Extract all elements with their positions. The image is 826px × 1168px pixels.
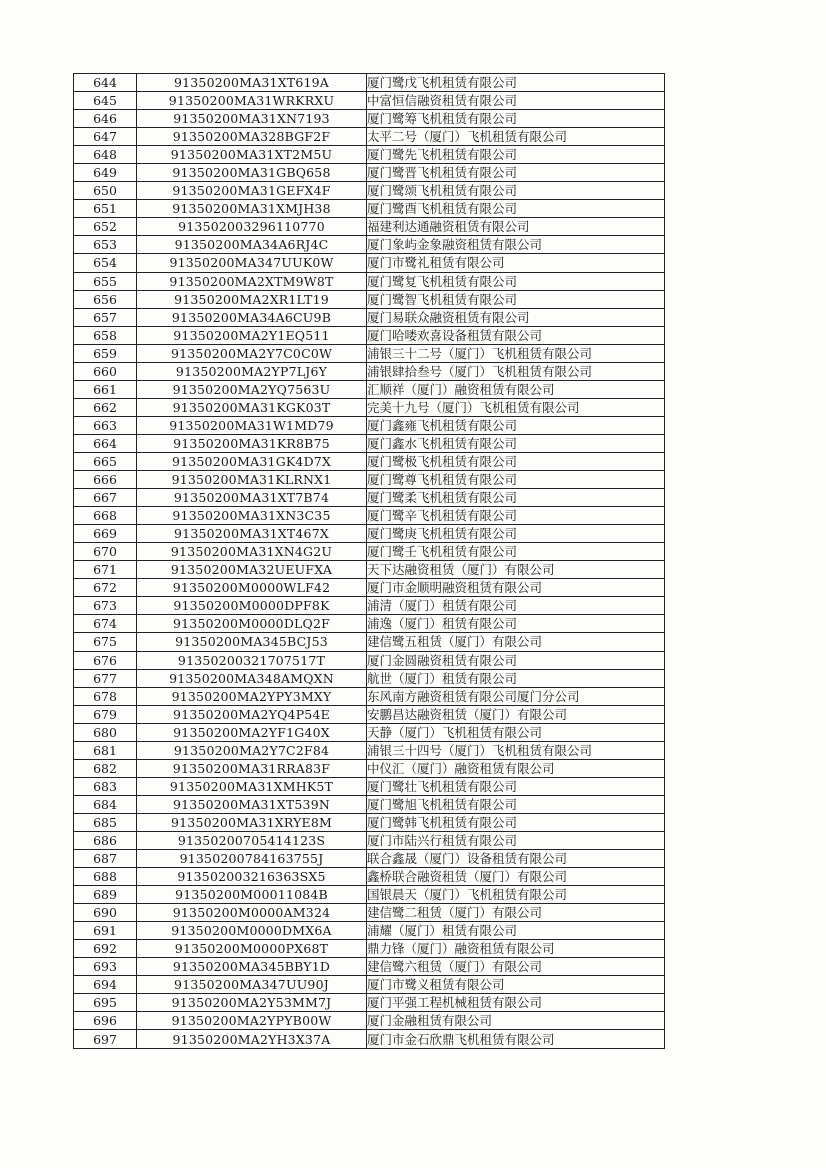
row-number: 673 <box>74 597 137 615</box>
table-row <box>74 308 665 326</box>
row-number: 659 <box>74 344 137 362</box>
row-number: 662 <box>74 398 137 416</box>
row-number: 671 <box>74 561 137 579</box>
company-name: 国银晨天（厦门）飞机租赁有限公司 <box>367 886 665 904</box>
credit-code: 91350200MA2Y7C2F84 <box>137 741 367 759</box>
credit-code: 91350200MA348AMQXN <box>137 669 367 687</box>
row-number: 687 <box>74 850 137 868</box>
table-row <box>74 92 665 110</box>
row-number: 645 <box>74 92 137 110</box>
company-registry-table <box>73 73 665 1049</box>
company-name: 厦门市鹭义租赁有限公司 <box>367 976 665 994</box>
company-name: 厦门鹭晋飞机租赁有限公司 <box>367 164 665 182</box>
credit-code: 91350200MA31KR8B75 <box>137 434 367 452</box>
row-number: 650 <box>74 182 137 200</box>
credit-code: 91350200MA31XT619A <box>137 74 367 92</box>
company-name: 厦门鹭韩飞机租赁有限公司 <box>367 813 665 831</box>
company-name: 浦银肆拾叁号（厦门）飞机租赁有限公司 <box>367 362 665 380</box>
table-row <box>74 958 665 976</box>
table-row <box>74 687 665 705</box>
row-number: 664 <box>74 434 137 452</box>
row-number: 656 <box>74 290 137 308</box>
company-name: 鼎力锋（厦门）融资租赁有限公司 <box>367 940 665 958</box>
credit-code: 91350200MA2YQ4P54E <box>137 705 367 723</box>
company-name: 汇顺祥（厦门）融资租赁有限公司 <box>367 380 665 398</box>
row-number: 681 <box>74 741 137 759</box>
credit-code: 91350200MA31XT467X <box>137 525 367 543</box>
credit-code: 91350200MA2Y1EQ511 <box>137 326 367 344</box>
table-row <box>74 994 665 1012</box>
row-number: 653 <box>74 236 137 254</box>
table-row <box>74 633 665 651</box>
table-row <box>74 398 665 416</box>
credit-code: 91350200MA31WRKRXU <box>137 92 367 110</box>
table-row <box>74 326 665 344</box>
table-row <box>74 362 665 380</box>
company-name: 厦门易联众融资租赁有限公司 <box>367 308 665 326</box>
row-number: 665 <box>74 452 137 470</box>
credit-code: 91350200MA2XR1LT19 <box>137 290 367 308</box>
row-number: 654 <box>74 254 137 272</box>
credit-code: 91350200MA31XN7193 <box>137 110 367 128</box>
credit-code: 91350200M00011084B <box>137 886 367 904</box>
company-name: 厦门鹭壬飞机租赁有限公司 <box>367 543 665 561</box>
credit-code: 91350200MA34A6RJ4C <box>137 236 367 254</box>
credit-code: 91350200MA2YPY3MXY <box>137 687 367 705</box>
company-name: 厦门鑫水飞机租赁有限公司 <box>367 434 665 452</box>
row-number: 648 <box>74 146 137 164</box>
row-number: 657 <box>74 308 137 326</box>
credit-code: 91350200M0000DMX6A <box>137 922 367 940</box>
table-row <box>74 886 665 904</box>
credit-code: 91350200MA347UU90J <box>137 976 367 994</box>
row-number: 676 <box>74 651 137 669</box>
company-name: 厦门鹭酉飞机租赁有限公司 <box>367 200 665 218</box>
credit-code: 91350200MA2YP7LJ6Y <box>137 362 367 380</box>
credit-code: 91350200MA2YH3X37A <box>137 1030 367 1048</box>
credit-code: 91350200MA2XTM9W8T <box>137 272 367 290</box>
company-name: 厦门鹭辛飞机租赁有限公司 <box>367 507 665 525</box>
company-name: 厦门鹭壮飞机租赁有限公司 <box>367 777 665 795</box>
company-name: 厦门金圆融资租赁有限公司 <box>367 651 665 669</box>
company-name: 厦门鹭智飞机租赁有限公司 <box>367 290 665 308</box>
credit-code: 91350200321707517T <box>137 651 367 669</box>
company-name: 浦清（厦门）租赁有限公司 <box>367 597 665 615</box>
company-name: 太平二号（厦门）飞机租赁有限公司 <box>367 128 665 146</box>
row-number: 679 <box>74 705 137 723</box>
credit-code: 91350200MA31KGK03T <box>137 398 367 416</box>
table-row <box>74 940 665 958</box>
company-name: 厦门鹭戊飞机租赁有限公司 <box>367 74 665 92</box>
credit-code: 91350200MA31XMJH38 <box>137 200 367 218</box>
company-name: 厦门哈喽欢喜设备租赁有限公司 <box>367 326 665 344</box>
credit-code: 91350200MA31GBQ658 <box>137 164 367 182</box>
company-name: 浦银三十二号（厦门）飞机租赁有限公司 <box>367 344 665 362</box>
company-name: 浦逸（厦门）租赁有限公司 <box>367 615 665 633</box>
credit-code: 91350200M0000PX68T <box>137 940 367 958</box>
company-name: 厦门平强工程机械租赁有限公司 <box>367 994 665 1012</box>
company-name: 联合鑫晟（厦门）设备租赁有限公司 <box>367 850 665 868</box>
table-row <box>74 525 665 543</box>
credit-code: 91350200M0000DPF8K <box>137 597 367 615</box>
company-name: 建信鹭六租赁（厦门）有限公司 <box>367 958 665 976</box>
row-number: 678 <box>74 687 137 705</box>
credit-code: 91350200MA31XRYE8M <box>137 813 367 831</box>
table-row <box>74 182 665 200</box>
company-name: 安鹏昌达融资租赁（厦门）有限公司 <box>367 705 665 723</box>
company-name: 厦门鹭旭飞机租赁有限公司 <box>367 795 665 813</box>
company-name: 厦门金融租赁有限公司 <box>367 1012 665 1030</box>
company-name: 中富恒信融资租赁有限公司 <box>367 92 665 110</box>
table-row <box>74 164 665 182</box>
row-number: 684 <box>74 795 137 813</box>
row-number: 661 <box>74 380 137 398</box>
credit-code: 913502003216363SX5 <box>137 868 367 886</box>
company-name: 厦门鹭先飞机租赁有限公司 <box>367 146 665 164</box>
table-row <box>74 146 665 164</box>
row-number: 695 <box>74 994 137 1012</box>
row-number: 670 <box>74 543 137 561</box>
row-number: 682 <box>74 759 137 777</box>
table-row <box>74 416 665 434</box>
row-number: 680 <box>74 723 137 741</box>
table-row <box>74 651 665 669</box>
table-row <box>74 380 665 398</box>
table-row <box>74 128 665 146</box>
table-row <box>74 561 665 579</box>
credit-code: 91350200MA2Y53MM7J <box>137 994 367 1012</box>
table-row <box>74 615 665 633</box>
table-row <box>74 831 665 849</box>
company-name: 建信鹭二租赁（厦门）有限公司 <box>367 904 665 922</box>
company-name: 厦门鹭尊飞机租赁有限公司 <box>367 471 665 489</box>
table-row <box>74 759 665 777</box>
row-number: 674 <box>74 615 137 633</box>
credit-code: 91350200M0000WLF42 <box>137 579 367 597</box>
company-name: 中仪汇（厦门）融资租赁有限公司 <box>367 759 665 777</box>
row-number: 644 <box>74 74 137 92</box>
credit-code: 91350200MA2YQ7563U <box>137 380 367 398</box>
company-name: 厦门鹭柔飞机租赁有限公司 <box>367 489 665 507</box>
credit-code: 91350200MA328BGF2F <box>137 128 367 146</box>
credit-code: 913502003296110770 <box>137 218 367 236</box>
company-name: 福建利达通融资租赁有限公司 <box>367 218 665 236</box>
company-name: 厦门鹭复飞机租赁有限公司 <box>367 272 665 290</box>
row-number: 694 <box>74 976 137 994</box>
table-row <box>74 110 665 128</box>
table-row <box>74 344 665 362</box>
row-number: 649 <box>74 164 137 182</box>
credit-code: 91350200784163755J <box>137 850 367 868</box>
credit-code: 91350200705414123S <box>137 831 367 849</box>
table-row <box>74 218 665 236</box>
company-name: 建信鹭五租赁（厦门）有限公司 <box>367 633 665 651</box>
row-number: 690 <box>74 904 137 922</box>
company-name: 厦门鑫雍飞机租赁有限公司 <box>367 416 665 434</box>
table-row <box>74 723 665 741</box>
credit-code: 91350200MA345BBY1D <box>137 958 367 976</box>
row-number: 693 <box>74 958 137 976</box>
row-number: 689 <box>74 886 137 904</box>
credit-code: 91350200M0000DLQ2F <box>137 615 367 633</box>
row-number: 692 <box>74 940 137 958</box>
row-number: 658 <box>74 326 137 344</box>
credit-code: 91350200MA31W1MD79 <box>137 416 367 434</box>
table-row <box>74 290 665 308</box>
company-name: 厦门象屿金象融资租赁有限公司 <box>367 236 665 254</box>
table-row <box>74 236 665 254</box>
credit-code: 91350200MA2Y7C0C0W <box>137 344 367 362</box>
row-number: 651 <box>74 200 137 218</box>
credit-code: 91350200MA31XT539N <box>137 795 367 813</box>
row-number: 691 <box>74 922 137 940</box>
credit-code: 91350200MA31XT2M5U <box>137 146 367 164</box>
row-number: 669 <box>74 525 137 543</box>
company-name: 鑫桥联合融资租赁（厦门）有限公司 <box>367 868 665 886</box>
row-number: 686 <box>74 831 137 849</box>
credit-code: 91350200MA347UUK0W <box>137 254 367 272</box>
company-name: 天静（厦门）飞机租赁有限公司 <box>367 723 665 741</box>
table-row <box>74 543 665 561</box>
company-name: 浦银三十四号（厦门）飞机租赁有限公司 <box>367 741 665 759</box>
company-name: 航世（厦门）租赁有限公司 <box>367 669 665 687</box>
company-name: 东风南方融资租赁有限公司厦门分公司 <box>367 687 665 705</box>
credit-code: 91350200MA32UEUFXA <box>137 561 367 579</box>
credit-code: 91350200MA31XT7B74 <box>137 489 367 507</box>
table-row <box>74 254 665 272</box>
credit-code: 91350200MA31GK4D7X <box>137 452 367 470</box>
row-number: 647 <box>74 128 137 146</box>
row-number: 655 <box>74 272 137 290</box>
row-number: 696 <box>74 1012 137 1030</box>
company-name: 厦门市鹭礼租赁有限公司 <box>367 254 665 272</box>
credit-code: 91350200MA31XMHK5T <box>137 777 367 795</box>
table-row <box>74 777 665 795</box>
table-row <box>74 597 665 615</box>
table-row <box>74 868 665 886</box>
table-row <box>74 1012 665 1030</box>
row-number: 668 <box>74 507 137 525</box>
company-name: 厦门市陆兴行租赁有限公司 <box>367 831 665 849</box>
table-row <box>74 795 665 813</box>
company-name: 厦门鹭筹飞机租赁有限公司 <box>367 110 665 128</box>
credit-code: 91350200MA2YF1G40X <box>137 723 367 741</box>
row-number: 697 <box>74 1030 137 1048</box>
table-row <box>74 976 665 994</box>
table-row <box>74 705 665 723</box>
row-number: 683 <box>74 777 137 795</box>
credit-code: 91350200MA31XN3C35 <box>137 507 367 525</box>
credit-code: 91350200MA31XN4G2U <box>137 543 367 561</box>
table-row <box>74 579 665 597</box>
credit-code: 91350200M0000AM324 <box>137 904 367 922</box>
table-row <box>74 74 665 92</box>
row-number: 685 <box>74 813 137 831</box>
company-name: 厦门鹭极飞机租赁有限公司 <box>367 452 665 470</box>
row-number: 667 <box>74 489 137 507</box>
company-name: 完美十九号（厦门）飞机租赁有限公司 <box>367 398 665 416</box>
row-number: 663 <box>74 416 137 434</box>
table-row <box>74 850 665 868</box>
row-number: 688 <box>74 868 137 886</box>
table-row <box>74 1030 665 1048</box>
table-row <box>74 471 665 489</box>
credit-code: 91350200MA345BCJ53 <box>137 633 367 651</box>
row-number: 666 <box>74 471 137 489</box>
table-row <box>74 489 665 507</box>
table-row <box>74 434 665 452</box>
table-row <box>74 922 665 940</box>
row-number: 660 <box>74 362 137 380</box>
table-row <box>74 813 665 831</box>
row-number: 677 <box>74 669 137 687</box>
company-name: 厦门鹭颂飞机租赁有限公司 <box>367 182 665 200</box>
table-row <box>74 272 665 290</box>
table-row <box>74 452 665 470</box>
table-row <box>74 669 665 687</box>
credit-code: 91350200MA34A6CU9B <box>137 308 367 326</box>
row-number: 675 <box>74 633 137 651</box>
credit-code: 91350200MA31GEFX4F <box>137 182 367 200</box>
credit-code: 91350200MA31RRA83F <box>137 759 367 777</box>
company-name: 厦门市金石欣鼎飞机租赁有限公司 <box>367 1030 665 1048</box>
credit-code: 91350200MA31KLRNX1 <box>137 471 367 489</box>
table-row <box>74 200 665 218</box>
credit-code: 91350200MA2YPYB00W <box>137 1012 367 1030</box>
table-row <box>74 904 665 922</box>
table-row <box>74 507 665 525</box>
row-number: 672 <box>74 579 137 597</box>
company-name: 浦耀（厦门）租赁有限公司 <box>367 922 665 940</box>
company-name: 厦门市金顺明融资租赁有限公司 <box>367 579 665 597</box>
company-name: 厦门鹭庚飞机租赁有限公司 <box>367 525 665 543</box>
row-number: 646 <box>74 110 137 128</box>
registry-table-body <box>74 74 665 1049</box>
table-row <box>74 741 665 759</box>
row-number: 652 <box>74 218 137 236</box>
company-name: 天下达融资租赁（厦门）有限公司 <box>367 561 665 579</box>
